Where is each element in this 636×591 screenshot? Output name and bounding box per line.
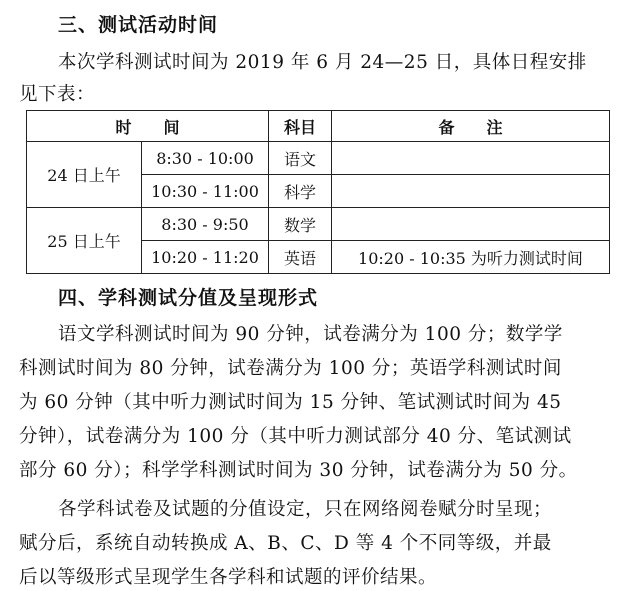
time-cell: 10:30 - 11:00 <box>142 175 269 208</box>
paragraph-1-line: 为 60 分钟（其中听力测试时间为 15 分钟、笔试测试时间为 45 <box>19 392 562 413</box>
paragraph-2-line: 各学科试卷及试题的分值设定，只在网络阅卷赋分时呈现； <box>58 499 553 520</box>
subject-cell: 语文 <box>269 142 332 175</box>
paragraph-1-line: 分钟），试卷满分为 100 分（其中听力测试部分 40 分、笔试测试 <box>19 426 572 447</box>
subject-cell: 数学 <box>269 208 332 241</box>
paragraph-2-line: 赋分后，系统自动转换成 A、B、C、D 等 4 个不同等级，并最 <box>19 533 552 554</box>
time-cell: 8:30 - 9:50 <box>142 208 269 241</box>
header-subject: 科目 <box>269 111 332 142</box>
table-row <box>27 208 610 241</box>
remark-cell <box>332 142 610 175</box>
subject-cell: 科学 <box>269 175 332 208</box>
paragraph-1-line: 科测试时间为 80 分钟，试卷满分为 100 分；英语学科测试时间 <box>19 358 562 379</box>
remark-cell <box>332 208 610 241</box>
table-row <box>27 142 610 175</box>
remark-cell: 10:20 - 10:35 为听力测试时间 <box>332 241 610 274</box>
header-time: 时 间 <box>27 111 269 142</box>
schedule-table <box>26 110 610 274</box>
table-header-row <box>27 111 610 142</box>
section-4-title: 四、学科测试分值及呈现形式 <box>58 287 319 309</box>
time-cell: 10:20 - 11:20 <box>142 241 269 274</box>
paragraph-2-line: 后以等级形式呈现学生各学科和试题的评价结果。 <box>19 567 438 588</box>
remark-cell <box>332 175 610 208</box>
header-remark: 备 注 <box>332 111 610 142</box>
subject-cell: 英语 <box>269 241 332 274</box>
time-cell: 8:30 - 10:00 <box>142 142 269 175</box>
paragraph-1-line: 语文学科测试时间为 90 分钟，试卷满分为 100 分；数学学 <box>58 324 563 345</box>
schedule-intro-line-1: 本次学科测试时间为 2019 年 6 月 24—25 日，具体日程安排 <box>58 52 587 73</box>
day-cell: 24 日上午 <box>27 142 142 208</box>
section-3-title: 三、测试活动时间 <box>58 14 219 36</box>
day-cell: 25 日上午 <box>27 208 142 274</box>
paragraph-1-line: 部分 60 分）；科学学科测试时间为 30 分钟，试卷满分为 50 分。 <box>19 460 578 481</box>
schedule-intro-line-2: 见下表： <box>19 84 96 105</box>
